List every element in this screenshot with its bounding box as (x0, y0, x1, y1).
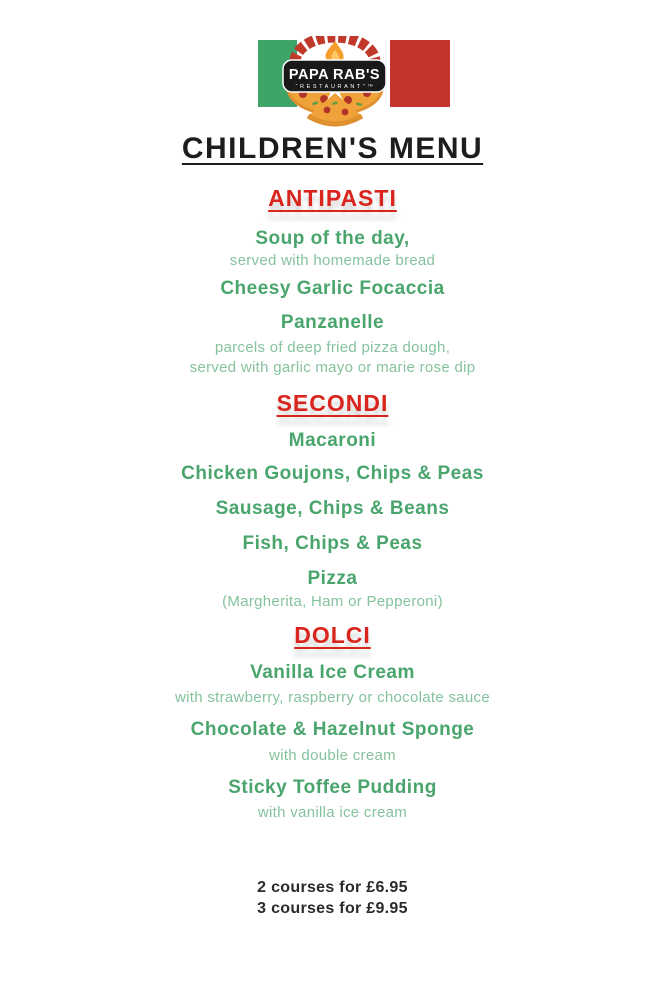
section-header-dolci (0, 622, 665, 649)
section-header-antipasti (0, 185, 665, 212)
menu-item-vanilla-ice-cream: Vanilla Ice Cream (250, 662, 415, 683)
menu-item-focaccia: Cheesy Garlic Focaccia (220, 278, 445, 299)
menu-item-chocolate-sponge: Chocolate & Hazelnut Sponge (190, 719, 475, 740)
flag-red-stripe (390, 40, 450, 107)
logo-tagline: “RESTAURANT”™ (295, 84, 376, 90)
restaurant-logo (258, 36, 450, 128)
menu-item-soup-desc: served with homemade bread (229, 252, 436, 269)
section-header-antipasti-text: ANTIPASTI (268, 185, 397, 211)
section-header-secondi (0, 390, 665, 417)
menu-item-panzanelle-desc-2: served with garlic mayo or marie rose dip (189, 359, 476, 376)
menu-item-panzanelle: Panzanelle (280, 312, 385, 333)
menu-item-macaroni: Macaroni (288, 430, 377, 451)
menu-item-sticky-toffee-desc: with vanilla ice cream (257, 804, 408, 821)
menu-item-soup: Soup of the day, (255, 228, 410, 249)
section-header-secondi-text: SECONDI (276, 390, 389, 416)
menu-item-vanilla-ice-cream-desc: with strawberry, raspberry or chocolate sauce (174, 689, 490, 706)
menu-item-fish: Fish, Chips & Peas (242, 533, 423, 554)
menu-item-panzanelle-desc-1: parcels of deep fried pizza dough, (214, 339, 451, 356)
section-header-dolci-text: DOLCI (294, 622, 371, 648)
page-title (0, 132, 665, 166)
menu-item-pizza: Pizza (307, 568, 358, 589)
pricing-two-courses: 2 courses for £6.95 (257, 879, 408, 896)
pricing-three-courses: 3 courses for £9.95 (257, 900, 408, 917)
menu-item-chicken-goujons: Chicken Goujons, Chips & Peas (181, 463, 484, 484)
menu-item-chocolate-sponge-desc: with double cream (269, 747, 396, 764)
menu-item-pizza-desc: (Margherita, Ham or Pepperoni) (222, 593, 443, 610)
logo-restaurant-name: PAPA RAB'S (288, 67, 381, 83)
papa-rabs-logo-icon (258, 36, 450, 128)
menu-item-sticky-toffee: Sticky Toffee Pudding (228, 777, 437, 798)
page-title-text: CHILDREN'S MENU (181, 132, 484, 165)
menu-item-sausage: Sausage, Chips & Beans (215, 498, 450, 519)
